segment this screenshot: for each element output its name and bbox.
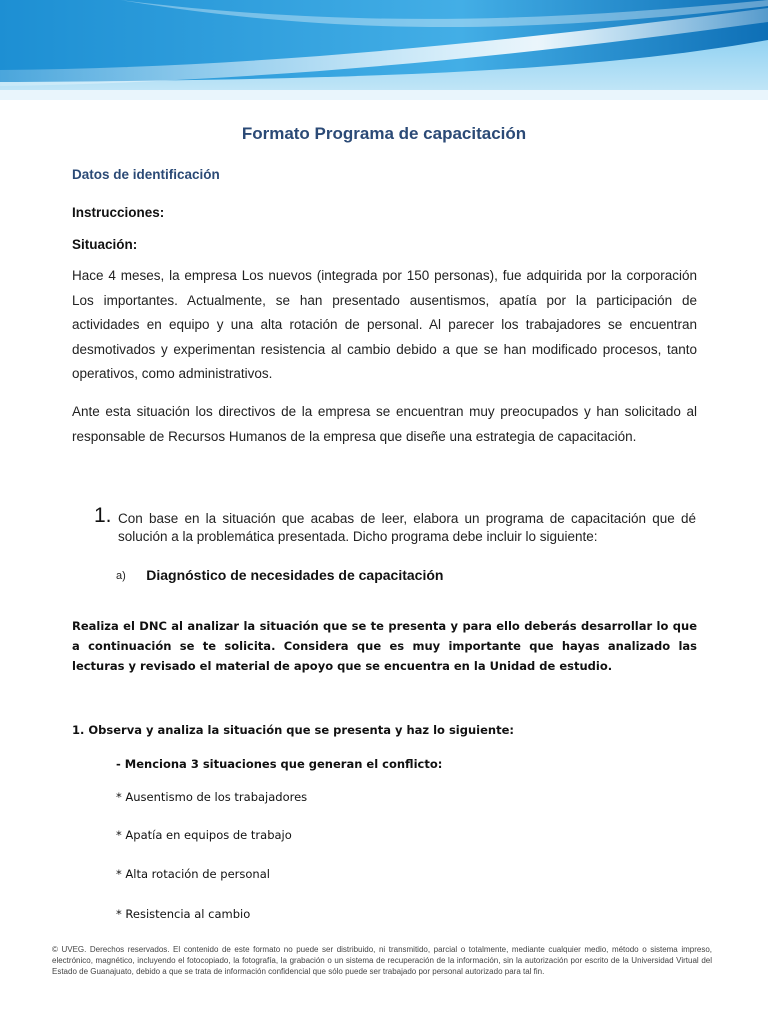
item-number: 1. <box>94 504 112 527</box>
task-subheading: - Menciona 3 situaciones que generan el conflicto: <box>116 757 443 771</box>
situation-item: * Apatía en equipos de trabajo <box>116 828 292 842</box>
header-banner <box>0 0 768 100</box>
situation-label: Situación: <box>72 237 138 252</box>
sub-item <box>116 567 443 585</box>
situation-item: * Resistencia al cambio <box>116 907 251 921</box>
situation-item: * Alta rotación de personal <box>116 867 270 881</box>
situation-paragraph: Hace 4 meses, la empresa Los nuevos (integrada por 150 personas), fue adquirida por la corporación Los importantes. Actualmente, se han presentado ausentismos, apatía por la participación de actividades en equipo y una alta rotación de personal. Al parecer los trabajadores se encuentran desmotivados y experimentan resistencia al cambio debido a que se han modificado procesos, tanto operativos, como administrativos. <box>72 268 697 381</box>
item-text: Con base en la situación que acabas de leer, elabora un programa de capacitación que dé solución a la problemática presentada. Dicho programa debe incluir lo siguiente: <box>118 511 696 544</box>
copyright-footer: © UVEG. Derechos reservados. El contenido de este formato no puede ser distribuido, ni transmitido, parcial o totalmente, mediante cualquier medio, método o sistema impreso, electrónico, magnético, incluyendo el fotocopiado, la fotografía, la grabación o un sistema de recuperación de la información, sin la autorización por escrito de la Universidad Virtual del Estado de Guanajuato, debido a que se trata de información confidencial que sólo puede ser trabajado por personal autorizado para tal fin. <box>52 945 712 976</box>
sub-item-heading: Diagnóstico de necesidades de capacitación <box>146 567 444 583</box>
task-heading: 1. Observa y analiza la situación que se presenta y haz lo siguiente: <box>72 723 514 737</box>
sub-item-letter: a) <box>116 570 126 582</box>
dnc-paragraph: Realiza el DNC al analizar la situación que se te presenta y para ello deberás desarrollar lo que a continuación se te solicita. Considera que es muy importante que hayas analizado las lecturas y revisado el material de apoyo que se encuentra en la Unidad de estudio. <box>72 619 697 673</box>
context-paragraph: Ante esta situación los directivos de la empresa se encuentran muy preocupados y han solicitado al responsable de Recursos Humanos de la empresa que diseñe una estrategia de capacitación. <box>72 404 697 444</box>
situation-item: * Ausentismo de los trabajadores <box>116 790 308 804</box>
section-heading: Datos de identificación <box>72 167 220 182</box>
instructions-label: Instrucciones: <box>72 205 165 220</box>
page-title: Formato Programa de capacitación <box>241 124 527 143</box>
